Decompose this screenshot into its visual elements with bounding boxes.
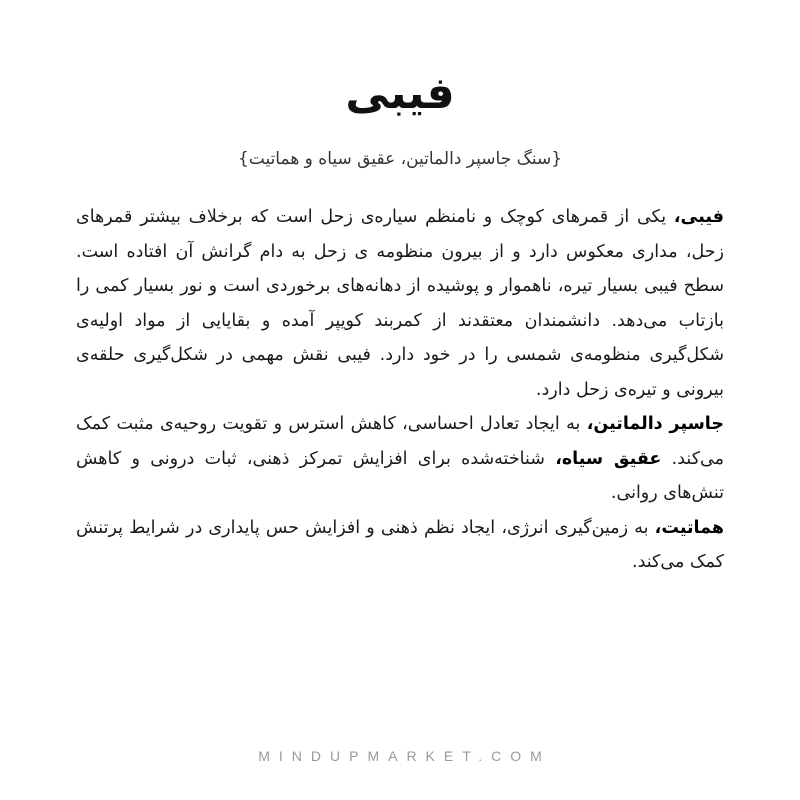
black-agate-text: شناخته‌شده برای افزایش تمرکز ذهنی، ثبات درونی و کاهش تنش‌های روانی. <box>76 448 724 503</box>
hematite-text: به زمین‌گیری انرژی، ایجاد نظم ذهنی و افزایش حس پایداری در شرایط پرتنش کمک می‌کند. <box>76 517 724 572</box>
paragraph-phoebe-text: یکی از قمرهای کوچک و نامنظم سیاره‌ی زحل است که برخلاف بیشتر قمرهای زحل، مداری معکوس دارد و از بیرون منظومه ی زحل به دام گرانش آن افتاده است. سطح فیبی بسیار تیره، ناهموار و پوشیده از دهانه‌های برخوردی است و نور بسیار کمی را بازتاب می‌دهد. دانشمندان معتقدند از کمربند کویپر آمده و بقایایی از مواد اولیه‌ی شکل‌گیری منظومه‌ی شمسی را در خود دارد. فیبی نقش مهمی در شکل‌گیری حلقه‌ی بیرونی و تیره‌ی زحل دارد. <box>76 207 724 400</box>
dalmatian-jasper-text: به ایجاد تعادل احساسی، کاهش استرس و تقویت روحیه‌ی مثبت کمک می‌کند. <box>76 414 724 469</box>
page-title: فیبی <box>345 68 455 119</box>
term-dalmatian-jasper: جاسپر دالماتین، <box>586 414 724 434</box>
paragraph-phoebe <box>76 200 724 407</box>
page-subtitle: {سنگ جاسپر دالماتین، عقیق سیاه و هماتیت} <box>237 149 563 169</box>
term-phoebe: فیبی، <box>673 207 724 227</box>
paragraph-stones <box>76 407 724 580</box>
article-body <box>76 200 724 580</box>
footer-website: MINDUPMARKET.COM <box>258 748 551 764</box>
term-hematite: هماتیت، <box>654 517 724 538</box>
term-black-agate: عقیق سیاه، <box>555 448 662 469</box>
